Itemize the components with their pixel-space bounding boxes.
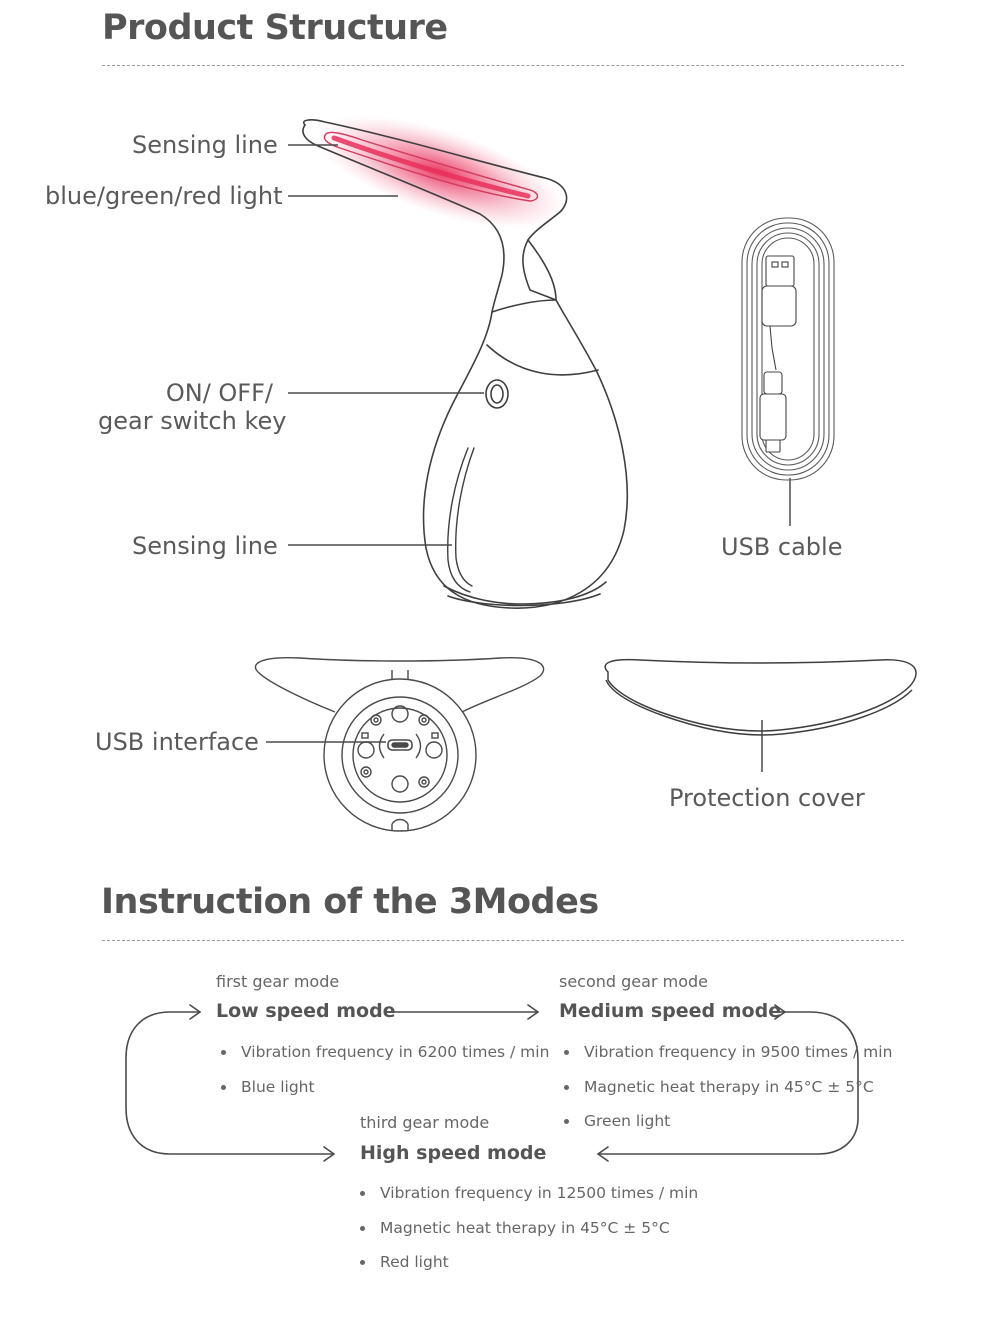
mode-feature: Magnetic heat therapy in 45°C ± 5°C xyxy=(358,1218,698,1253)
usb-cable-drawing xyxy=(742,218,834,480)
mode-feature: Green light xyxy=(562,1111,892,1146)
mode-feature: Blue light xyxy=(219,1077,549,1112)
mode-gear-label: second gear mode xyxy=(559,972,708,991)
section-title-modes: Instruction of the 3Modes xyxy=(101,882,599,922)
label-light-colors: blue/green/red light xyxy=(45,182,283,210)
section-title-product-structure: Product Structure xyxy=(102,8,448,48)
mode-feature: Red light xyxy=(358,1252,698,1287)
mode-feature: Vibration frequency in 12500 times / min xyxy=(358,1183,698,1218)
mode-gear-label: first gear mode xyxy=(216,972,340,991)
mode-title-high-speed: High speed mode xyxy=(360,1142,547,1164)
label-sensing-line-top: Sensing line xyxy=(132,131,278,159)
label-switch-key-line2: gear switch key xyxy=(98,407,287,435)
label-switch-key-line1: ON/ OFF/ xyxy=(165,379,273,407)
device-body-drawing xyxy=(303,92,627,608)
label-protection-cover: Protection cover xyxy=(669,784,865,812)
label-usb-interface: USB interface xyxy=(95,728,259,756)
mode-title-low-speed: Low speed mode xyxy=(216,1000,396,1022)
mode-feature-list xyxy=(358,1183,698,1287)
protection-cover-drawing xyxy=(605,660,916,735)
mode-feature-list xyxy=(219,1042,549,1111)
label-usb-cable: USB cable xyxy=(721,533,843,561)
mode-gear-label: third gear mode xyxy=(360,1113,490,1132)
mode-feature: Vibration frequency in 9500 times / min xyxy=(562,1042,892,1077)
label-sensing-line-bottom: Sensing line xyxy=(132,532,278,560)
usb-interface-drawing xyxy=(255,658,543,831)
mode-feature: Vibration frequency in 6200 times / min xyxy=(219,1042,549,1077)
mode-feature: Magnetic heat therapy in 45°C ± 5°C xyxy=(562,1077,892,1112)
mode-feature-list xyxy=(562,1042,892,1146)
mode-title-medium-speed: Medium speed mode xyxy=(559,1000,782,1022)
